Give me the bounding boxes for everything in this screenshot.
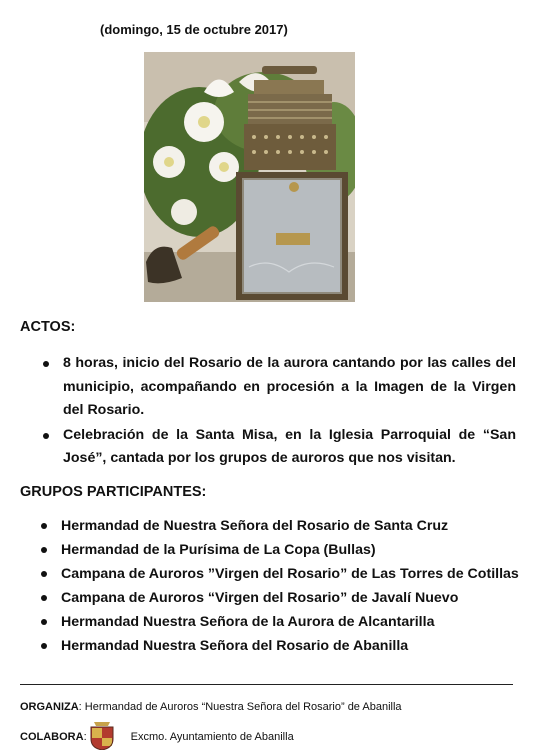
colabora-line <box>20 731 294 743</box>
list-item: Celebración de la Santa Misa, en la Iglesia Parroquial de “San José”, cantada por los grupos de auroros que nos visitan. <box>63 424 516 471</box>
colabora-sep: : <box>83 731 87 743</box>
colabora-label: COLABORA <box>20 731 84 743</box>
grupos-list <box>0 514 519 658</box>
organiza-line <box>20 701 402 713</box>
list-item: Campana de Auroros ”Virgen del Rosario” de Las Torres de Cotillas <box>61 562 519 586</box>
actos-list <box>0 352 516 471</box>
actos-title: ACTOS: <box>20 319 76 335</box>
organiza-label: ORGANIZA <box>20 701 79 713</box>
lantern-photo <box>144 52 355 302</box>
list-item: Hermandad de Nuestra Señora del Rosario de Santa Cruz <box>61 514 519 538</box>
footer-divider <box>20 684 513 685</box>
list-item: Campana de Auroros “Virgen del Rosario” de Javalí Nuevo <box>61 586 519 610</box>
list-item: Hermandad de la Purísima de La Copa (Bullas) <box>61 538 519 562</box>
organiza-text: : Hermandad de Auroros “Nuestra Señora del Rosario” de Abanilla <box>78 701 402 713</box>
list-item: Hermandad Nuestra Señora de la Aurora de Alcantarilla <box>61 610 519 634</box>
grupos-title: GRUPOS PARTICIPANTES: <box>20 484 207 500</box>
list-item: 8 horas, inicio del Rosario de la aurora cantando por las calles del municipio, acompañando en procesión a la Imagen de la Virgen del Rosario. <box>63 352 516 423</box>
list-item: Hermandad Nuestra Señora del Rosario de Abanilla <box>61 634 519 658</box>
event-date: (domingo, 15 de octubre 2017) <box>100 22 288 37</box>
town-crest-icon <box>88 720 116 750</box>
colabora-text: Excmo. Ayuntamiento de Abanilla <box>130 731 294 743</box>
